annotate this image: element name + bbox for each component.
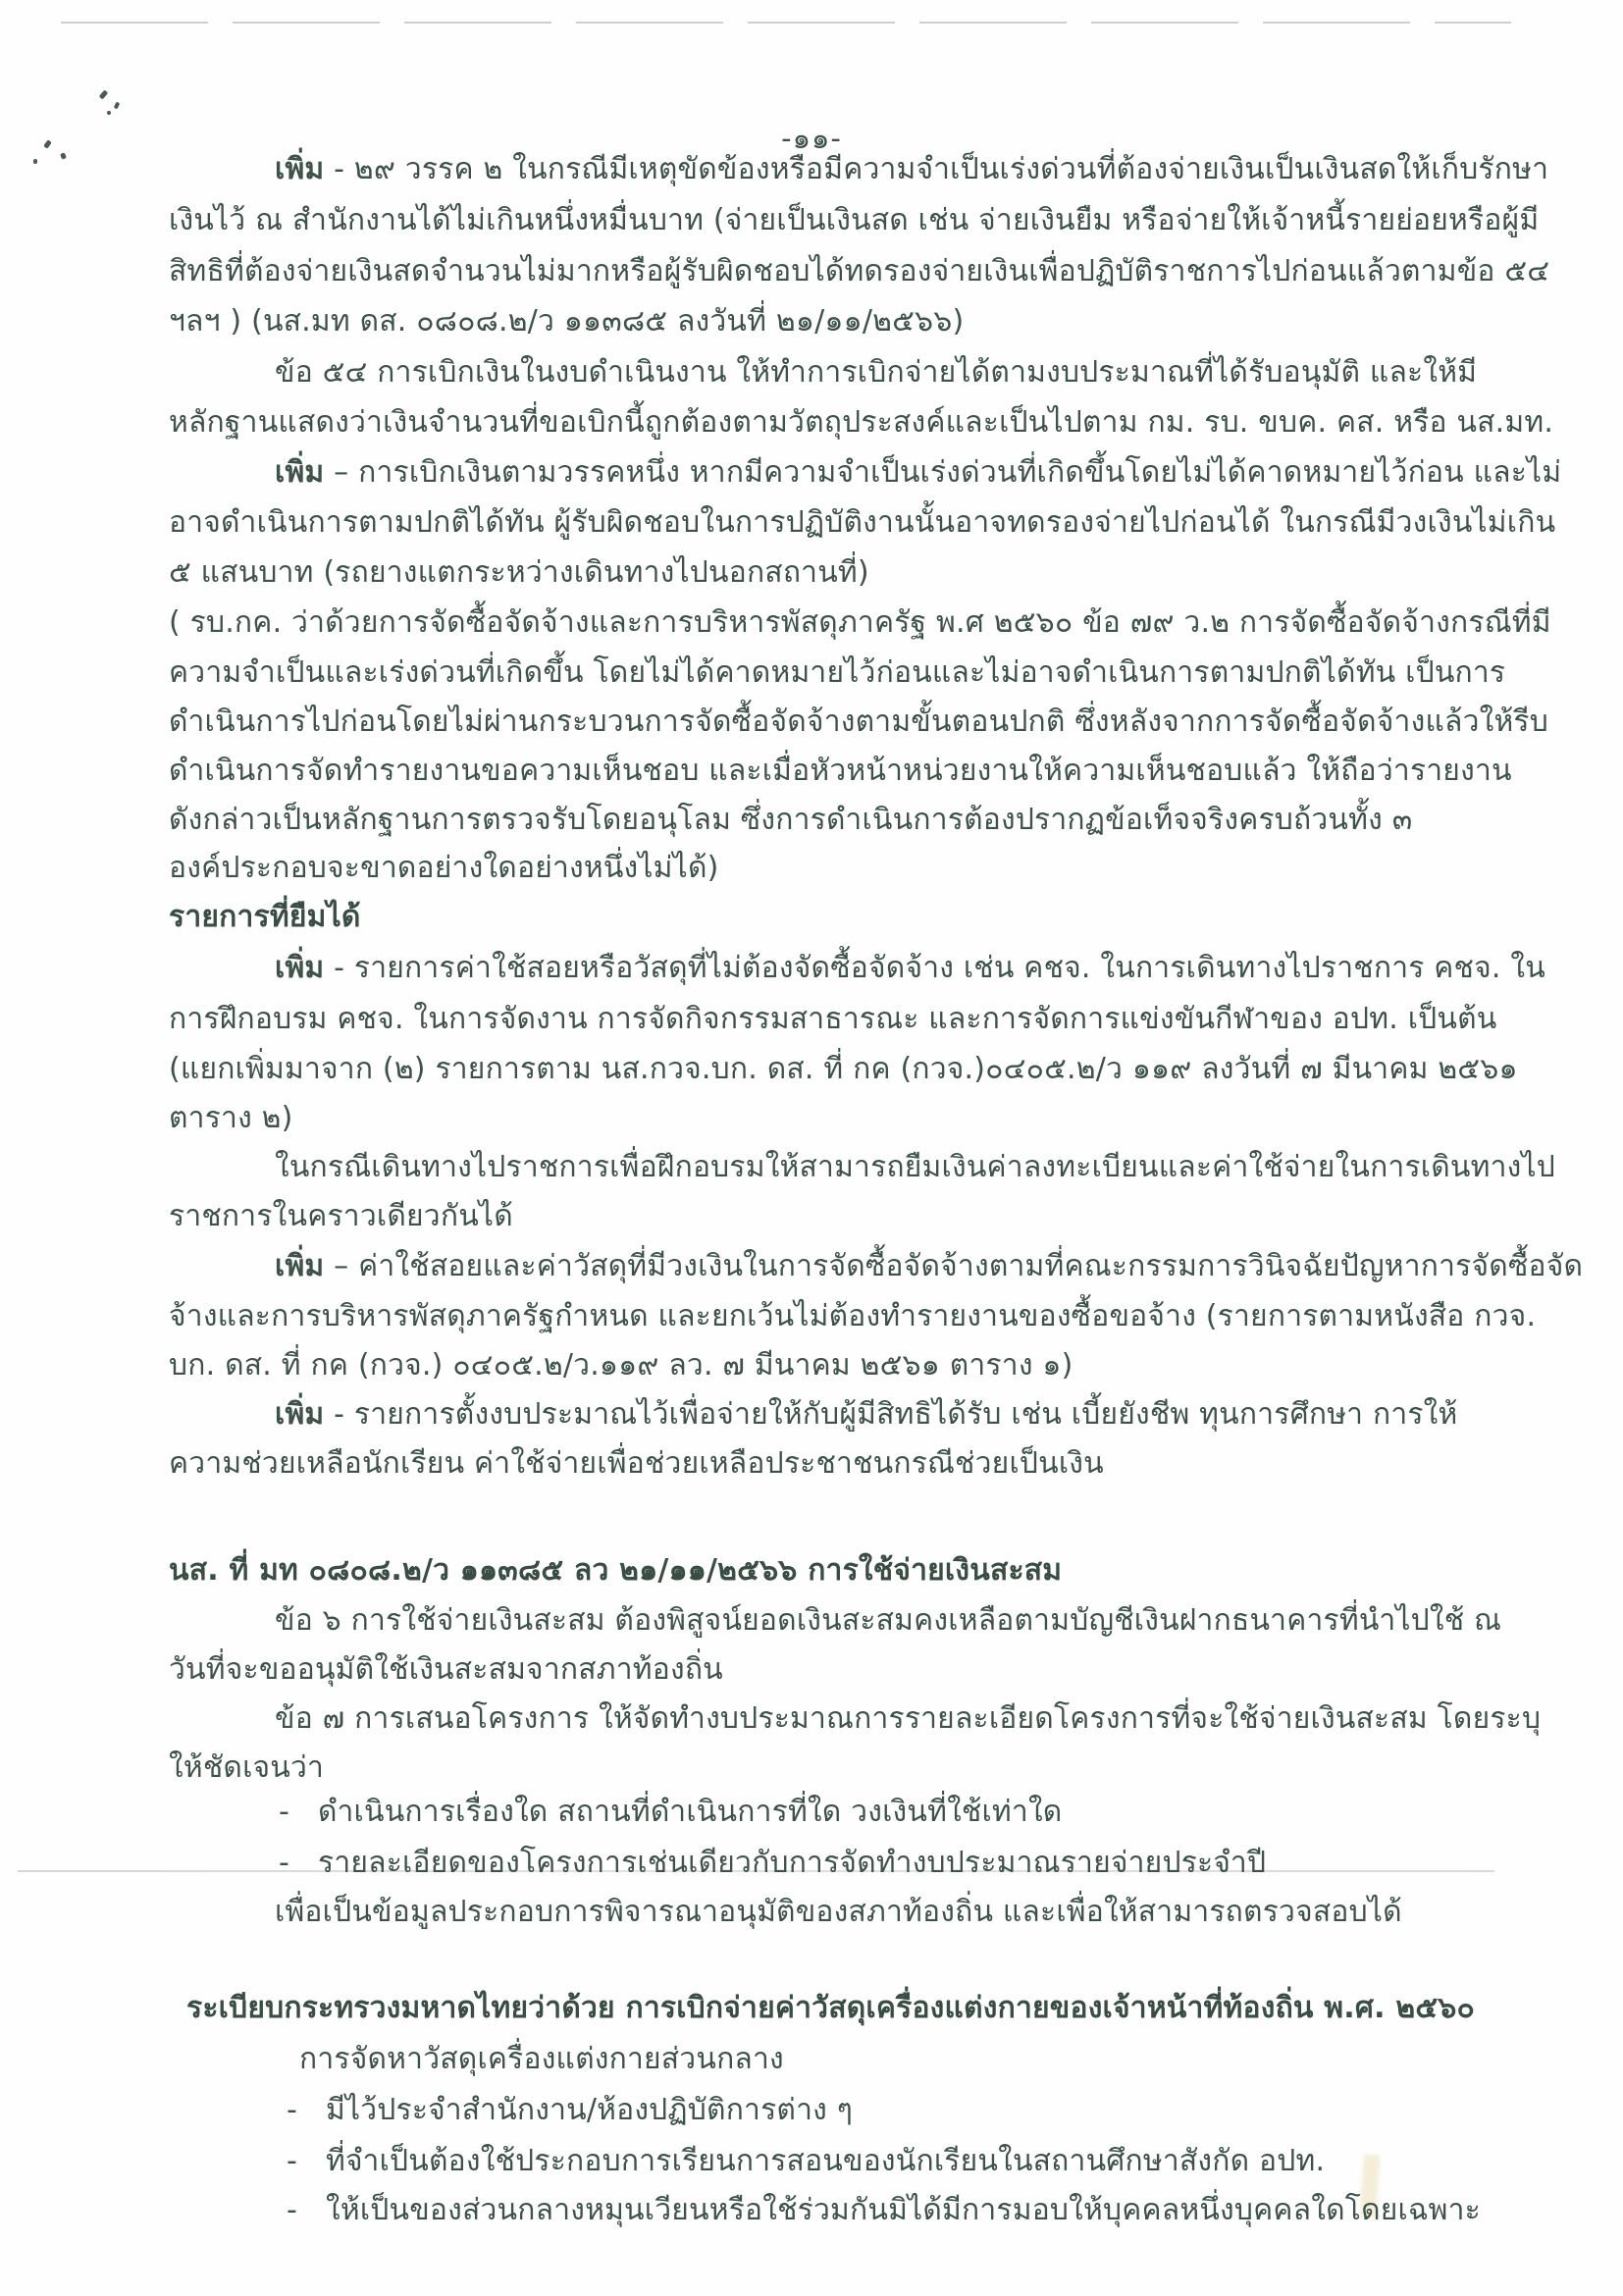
line-text: มีไว้ประจำสำนักงาน/ห้องปฏิบัติการต่าง ๆ	[326, 2093, 854, 2127]
paragraph-first-line: ในกรณีเดินทางไปราชการเพื่อฝึกอบรมให้สามารถยืมเงินค่าลงทะเบียนและค่าใช้จ่ายในการเดินทางไป	[275, 1150, 1556, 1184]
paragraph-line: ฯลฯ ) (นส.มท ดส. ๐๘๐๘.๒/ว ๑๑๓๘๕ ลงวันที่ ๒๑/๑๑/๒๕๖๖)	[169, 304, 965, 339]
paragraph-first-line	[275, 147, 1548, 192]
line-text: ให้เป็นของส่วนกลางหมุนเวียนหรือใช้ร่วมกันมิได้มีการมอบให้บุคคลหนึ่งบุคคลใดโดยเฉพาะ	[326, 2193, 1481, 2227]
paragraph-first-line	[275, 1392, 1458, 1437]
paragraph-line: อาจดำเนินการตามปกติได้ทัน ผู้รับผิดชอบในการปฏิบัติงานนั้นอาจทดรองจ่ายไปก่อนได้ ในกรณีมีวงเงินไม่เกิน	[169, 505, 1556, 540]
section-heading: รายการที่ยืมได้	[169, 900, 361, 934]
line-text: – ค่าใช้สอยและค่าวัสดุที่มีวงเงินในการจัดซื้อจัดจ้างตามที่คณะกรรมการวินิจฉัยปัญหาการจัดซื้อจัด	[334, 1249, 1584, 1283]
paragraph-line: ความช่วยเหลือนักเรียน ค่าใช้จ่ายเพื่อช่วยเหลือประชาชนกรณีช่วยเป็นเงิน	[169, 1446, 1104, 1481]
paragraph-line: จ้างและการบริหารพัสดุภาครัฐกำหนด และยกเว้นไม่ต้องทำรายงานของซื้อขอจ้าง (รายการตามหนังสือ กวจ.	[169, 1299, 1537, 1333]
paragraph-line: ราชการในคราวเดียวกันได้	[169, 1199, 513, 1233]
paragraph-line: ดำเนินการไปก่อนโดยไม่ผ่านกระบวนการจัดซื้อจัดจ้างตามขั้นตอนปกติ ซึ่งหลังจากการจัดซื้อจัดจ้างแล้วให้รีบ	[169, 704, 1548, 739]
paragraph-first-line: ข้อ ๕๔ การเบิกเงินในงบดำเนินงาน ให้ทำการเบิกจ่ายได้ตามงบประมาณที่ได้รับอนุมัติ และให้มี	[275, 355, 1478, 390]
paragraph-line: เพื่อเป็นข้อมูลประกอบการพิจารณาอนุมัติของสภาท้องถิ่น และเพื่อให้สามารถตรวจสอบได้	[275, 1895, 1402, 1929]
paragraph-first-line	[275, 1244, 1583, 1289]
bold-lead: เพิ่ม	[275, 1397, 325, 1432]
line-text: - รายการค่าใช้สอยหรือวัสดุที่ไม่ต้องจัดซื้อจัดจ้าง เช่น คชจ. ในการเดินทางไปราชการ คชจ. ใน	[334, 951, 1545, 985]
paragraph-first-line	[275, 450, 1561, 496]
bold-lead: เพิ่ม	[275, 152, 325, 186]
paragraph-line: ความจำเป็นและเร่งด่วนที่เกิดขึ้น โดยไม่ได้คาดหมายไว้ก่อนและไม่อาจดำเนินการตามปกติได้ทัน เป็นการ	[169, 655, 1506, 690]
section-heading: นส. ที่ มท ๐๘๐๘.๒/ว ๑๑๓๘๕ ลว ๒๑/๑๑/๒๕๖๖ การใช้จ่ายเงินสะสม	[169, 1553, 1063, 1588]
page-number: -๑๑-	[781, 122, 842, 155]
bold-lead: เพิ่ม	[275, 455, 325, 490]
bold-lead: เพิ่ม	[275, 951, 325, 985]
paragraph-line: หลักฐานแสดงว่าเงินจำนวนที่ขอเบิกนี้ถูกต้องตามวัตถุประสงค์และเป็นไปตาม กม. รบ. ขบค. คส. หรือ นส.มท.	[169, 405, 1554, 440]
line-text: ที่จำเป็นต้องใช้ประกอบการเรียนการสอนของนักเรียนในสถานศึกษาสังกัด อปท.	[326, 2144, 1326, 2178]
line-text: - รายการตั้งงบประมาณไว้เพื่อจ่ายให้กับผู้มีสิทธิได้รับ เช่น เบี้ยยังชีพ ทุนการศึกษา การให้	[334, 1397, 1458, 1432]
paragraph-line: ( รบ.กค. ว่าด้วยการจัดซื้อจัดจ้างและการบริหารพัสดุภาครัฐ พ.ศ ๒๕๖๐ ข้อ ๗๙ ว.๒ การจัดซื้อจัดจ้างกรณีที่มี	[169, 605, 1551, 640]
paragraph-line: วันที่จะขออนุมัติใช้เงินสะสมจากสภาท้องถิ่น	[169, 1652, 723, 1687]
paragraph-first-line: การจัดหาวัสดุเครื่องแต่งกายส่วนกลาง	[299, 2042, 784, 2076]
paragraph-line: บก. ดส. ที่ กค (กวจ.) ๐๔๐๕.๒/ว.๑๑๙ ลว. ๗ มีนาคม ๒๕๖๑ ตาราง ๑)	[169, 1348, 1073, 1383]
scan-edge-line	[61, 22, 1511, 24]
paragraph-line: ดังกล่าวเป็นหลักฐานการตรวจรับโดยอนุโลม ซึ่งการดำเนินการต้องปรากฏข้อเท็จจริงครบถ้วนทั้ง ๓	[169, 803, 1413, 837]
bullet-dash: -	[279, 1846, 290, 1880]
paragraph-line: การฝึกอบรม คชจ. ในการจัดงาน การจัดกิจกรรมสาธารณะ และการจัดการแข่งขันกีฬาของ อปท. เป็นต้น	[169, 1002, 1497, 1036]
bullet-dash: -	[279, 1795, 290, 1829]
paragraph-line: ตาราง ๒)	[169, 1101, 293, 1135]
bullet-item	[287, 2088, 853, 2133]
paragraph-line: ให้ชัดเจนว่า	[169, 1750, 325, 1785]
bullet-item	[287, 2139, 1325, 2184]
section-heading: ระเบียบกระทรวงมหาดไทยว่าด้วย การเบิกจ่ายค่าวัสดุเครื่องแต่งกายของเจ้าหน้าที่ท้องถิ่น พ.ศ. ๒๕๖๐	[186, 1991, 1475, 2025]
scan-speck	[99, 89, 109, 99]
line-text: - ๒๙ วรรค ๒ ในกรณีมีเหตุขัดข้องหรือมีความจำเป็นเร่งด่วนที่ต้องจ่ายเงินเป็นเงินสดให้เก็บรักษา	[334, 152, 1549, 186]
paragraph-line: องค์ประกอบจะขาดอย่างใดอย่างหนึ่งไม่ได้)	[169, 851, 719, 885]
paragraph-first-line: ข้อ ๖ การใช้จ่ายเงินสะสม ต้องพิสูจน์ยอดเงินสะสมคงเหลือตามบัญชีเงินฝากธนาคารที่นำไปใช้ ณ	[275, 1603, 1502, 1638]
bullet-dash: -	[287, 2193, 298, 2227]
paragraph-line: สิทธิที่ต้องจ่ายเงินสดจำนวนไม่มากหรือผู้รับผิดชอบได้ทดรองจ่ายเงินเพื่อปฏิบัติราชการไปก่อนแล้วตามข้อ ๕๔	[169, 254, 1550, 288]
bullet-dash: -	[287, 2144, 298, 2178]
paragraph-line: เงินไว้ ณ สำนักงานได้ไม่เกินหนึ่งหมื่นบาท (จ่ายเป็นเงินสด เช่น จ่ายเงินยืม หรือจ่ายให้เจ้าหนี้รายย่อยหรือผู้มี	[169, 203, 1540, 237]
paragraph-line: ๕ แสนบาท (รถยางแตกระหว่างเดินทางไปนอกสถานที่)	[169, 555, 869, 590]
scan-speck	[114, 101, 121, 109]
bullet-item	[279, 1841, 1266, 1886]
bullet-item	[287, 2188, 1481, 2233]
line-text: ดำเนินการเรื่องใด สถานที่ดำเนินการที่ใด วงเงินที่ใช้เท่าใด	[318, 1795, 1063, 1829]
bullet-item	[279, 1790, 1062, 1835]
bullet-dash: -	[287, 2093, 298, 2127]
scan-speck	[107, 111, 111, 115]
bold-lead: เพิ่ม	[275, 1249, 325, 1283]
line-text: รายละเอียดของโครงการเช่นเดียวกับการจัดทำงบประมาณรายจ่ายประจำปี	[318, 1846, 1267, 1880]
line-text: – การเบิกเงินตามวรรคหนึ่ง หากมีความจำเป็นเร่งด่วนที่เกิดขึ้นโดยไม่ได้คาดหมายไว้ก่อน และไม่	[334, 455, 1562, 490]
paragraph-line: ดำเนินการจัดทำรายงานขอความเห็นชอบ และเมื่อหัวหน้าหน่วยงานให้ความเห็นชอบแล้ว ให้ถือว่ารายงาน	[169, 754, 1512, 788]
paragraph-first-line	[275, 946, 1545, 991]
paragraph-line: (แยกเพิ่มมาจาก (๒) รายการตาม นส.กวจ.บก. ดส. ที่ กค (กวจ.)๐๔๐๕.๒/ว ๑๑๙ ลงวันที่ ๗ มีนาคม ๒๕๖๑	[169, 1052, 1518, 1086]
paragraph-first-line: ข้อ ๗ การเสนอโครงการ ให้จัดทำงบประมาณการรายละเอียดโครงการที่จะใช้จ่ายเงินสะสม โดยระบุ	[275, 1701, 1542, 1736]
